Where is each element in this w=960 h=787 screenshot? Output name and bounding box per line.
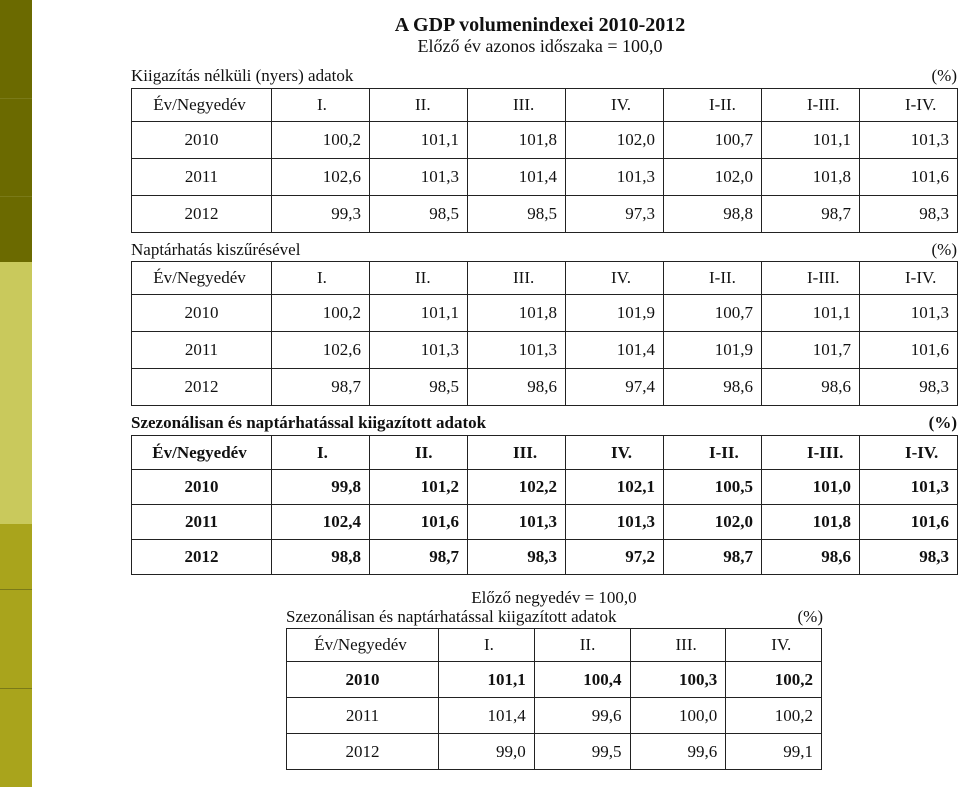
column-header: III. [630, 629, 726, 662]
value-cell: 101,1 [370, 295, 468, 332]
value-cell: 98,5 [468, 196, 566, 233]
year-cell: 2011 [132, 159, 272, 196]
value-cell: 100,0 [630, 698, 726, 734]
year-cell: 2012 [287, 734, 439, 770]
column-header: I-II. [664, 262, 762, 295]
year-cell: 2010 [132, 470, 272, 505]
value-cell: 101,3 [468, 505, 566, 540]
column-header: IV. [566, 436, 664, 470]
value-cell: 98,3 [468, 540, 566, 575]
section-unit: (%) [797, 607, 823, 626]
table-row [132, 122, 958, 159]
value-cell: 98,8 [272, 540, 370, 575]
value-cell: 101,3 [370, 332, 468, 369]
sidebar-segment-mid [0, 524, 32, 787]
table-row [287, 698, 822, 734]
table-header-row [132, 262, 958, 295]
column-header: III. [468, 436, 566, 470]
value-cell: 101,1 [762, 295, 860, 332]
value-cell: 101,4 [468, 159, 566, 196]
gdp-table-calendar [131, 261, 958, 406]
column-header: I-III. [762, 436, 860, 470]
value-cell: 101,6 [860, 159, 958, 196]
value-cell: 102,0 [664, 505, 762, 540]
table-row [132, 470, 958, 505]
year-cell: 2010 [132, 122, 272, 159]
gdp-table-raw [131, 88, 958, 233]
column-header: Év/Negyedév [132, 89, 272, 122]
column-header: III. [468, 262, 566, 295]
year-cell: 2012 [132, 540, 272, 575]
table-row [287, 662, 822, 698]
quarterly-subtitle: Előző negyedév = 100,0 [471, 588, 637, 607]
section-caption-raw: Kiigazítás nélküli (nyers) adatok [131, 66, 354, 85]
column-header: IV. [566, 262, 664, 295]
table-row [132, 332, 958, 369]
column-header: I. [272, 262, 370, 295]
column-header: I. [439, 629, 535, 662]
section-caption-quarterly: Szezonálisan és naptárhatással kiigazított adatok [286, 607, 617, 626]
column-header: I-IV. [860, 262, 958, 295]
table-row [287, 734, 822, 770]
decorative-sidebar [0, 0, 32, 787]
sidebar-divider [0, 688, 32, 689]
column-header: II. [370, 262, 468, 295]
value-cell: 99,5 [534, 734, 630, 770]
value-cell: 100,4 [534, 662, 630, 698]
value-cell: 101,8 [762, 159, 860, 196]
value-cell: 101,3 [566, 159, 664, 196]
gdp-table-seasonal [131, 435, 958, 575]
value-cell: 101,6 [370, 505, 468, 540]
value-cell: 98,7 [664, 540, 762, 575]
table-row [132, 159, 958, 196]
table-row [132, 540, 958, 575]
value-cell: 101,6 [860, 332, 958, 369]
value-cell: 102,4 [272, 505, 370, 540]
sidebar-divider [0, 589, 32, 590]
value-cell: 98,6 [664, 369, 762, 406]
value-cell: 101,3 [468, 332, 566, 369]
value-cell: 101,2 [370, 470, 468, 505]
value-cell: 101,3 [860, 122, 958, 159]
column-header: I-II. [664, 89, 762, 122]
value-cell: 100,2 [726, 698, 822, 734]
sidebar-divider [0, 196, 32, 197]
column-header: IV. [566, 89, 664, 122]
value-cell: 101,1 [370, 122, 468, 159]
value-cell: 102,6 [272, 332, 370, 369]
value-cell: 100,5 [664, 470, 762, 505]
value-cell: 98,6 [468, 369, 566, 406]
value-cell: 98,7 [370, 540, 468, 575]
table-row [132, 196, 958, 233]
value-cell: 98,7 [762, 196, 860, 233]
value-cell: 97,2 [566, 540, 664, 575]
value-cell: 101,1 [762, 122, 860, 159]
value-cell: 98,5 [370, 369, 468, 406]
value-cell: 98,3 [860, 196, 958, 233]
value-cell: 98,8 [664, 196, 762, 233]
value-cell: 102,2 [468, 470, 566, 505]
value-cell: 101,7 [762, 332, 860, 369]
year-cell: 2011 [287, 698, 439, 734]
column-header: I-IV. [860, 436, 958, 470]
table-header-row [287, 629, 822, 662]
column-header: III. [468, 89, 566, 122]
value-cell: 101,3 [370, 159, 468, 196]
value-cell: 101,3 [860, 295, 958, 332]
column-header: I-IV. [860, 89, 958, 122]
column-header: I-II. [664, 436, 762, 470]
table-row [132, 505, 958, 540]
section-unit: (%) [931, 66, 957, 85]
value-cell: 102,6 [272, 159, 370, 196]
value-cell: 97,4 [566, 369, 664, 406]
table-header-row [132, 89, 958, 122]
value-cell: 99,8 [272, 470, 370, 505]
value-cell: 101,4 [439, 698, 535, 734]
value-cell: 99,3 [272, 196, 370, 233]
section-unit: (%) [931, 240, 957, 259]
value-cell: 102,0 [566, 122, 664, 159]
value-cell: 100,2 [726, 662, 822, 698]
column-header: IV. [726, 629, 822, 662]
year-cell: 2011 [132, 505, 272, 540]
value-cell: 101,1 [439, 662, 535, 698]
value-cell: 98,5 [370, 196, 468, 233]
value-cell: 101,0 [762, 470, 860, 505]
year-cell: 2012 [132, 369, 272, 406]
value-cell: 100,2 [272, 295, 370, 332]
value-cell: 97,3 [566, 196, 664, 233]
value-cell: 101,8 [762, 505, 860, 540]
year-cell: 2010 [287, 662, 439, 698]
value-cell: 98,6 [762, 369, 860, 406]
column-header: Év/Negyedév [132, 436, 272, 470]
year-cell: 2011 [132, 332, 272, 369]
table-header-row [132, 436, 958, 470]
value-cell: 100,7 [664, 122, 762, 159]
value-cell: 101,8 [468, 295, 566, 332]
gdp-table-quarterly [286, 628, 822, 770]
value-cell: 99,6 [534, 698, 630, 734]
section-caption-seasonal: Szezonálisan és naptárhatással kiigazított adatok [131, 413, 487, 432]
page-title: A GDP volumenindexei 2010-2012 [394, 14, 686, 36]
value-cell: 101,6 [860, 505, 958, 540]
value-cell: 98,3 [860, 369, 958, 406]
column-header: II. [370, 436, 468, 470]
page-subtitle: Előző év azonos időszaka = 100,0 [417, 36, 663, 56]
section-unit: (%) [928, 413, 957, 432]
sidebar-divider [0, 98, 32, 99]
table-row [132, 369, 958, 406]
column-header: Év/Negyedév [132, 262, 272, 295]
column-header: I. [272, 436, 370, 470]
table-row [132, 295, 958, 332]
column-header: II. [534, 629, 630, 662]
sidebar-segment-dark [0, 0, 32, 262]
value-cell: 101,9 [664, 332, 762, 369]
column-header: Év/Negyedév [287, 629, 439, 662]
value-cell: 101,3 [566, 505, 664, 540]
value-cell: 98,3 [860, 540, 958, 575]
value-cell: 101,9 [566, 295, 664, 332]
value-cell: 101,4 [566, 332, 664, 369]
value-cell: 100,2 [272, 122, 370, 159]
column-header: I. [272, 89, 370, 122]
column-header: I-III. [762, 262, 860, 295]
value-cell: 100,7 [664, 295, 762, 332]
value-cell: 99,6 [630, 734, 726, 770]
year-cell: 2010 [132, 295, 272, 332]
column-header: I-III. [762, 89, 860, 122]
value-cell: 101,3 [860, 470, 958, 505]
value-cell: 102,1 [566, 470, 664, 505]
sidebar-segment-light [0, 262, 32, 524]
value-cell: 99,0 [439, 734, 535, 770]
value-cell: 99,1 [726, 734, 822, 770]
value-cell: 98,6 [762, 540, 860, 575]
value-cell: 102,0 [664, 159, 762, 196]
year-cell: 2012 [132, 196, 272, 233]
value-cell: 100,3 [630, 662, 726, 698]
value-cell: 101,8 [468, 122, 566, 159]
section-caption-calendar: Naptárhatás kiszűrésével [131, 240, 301, 259]
value-cell: 98,7 [272, 369, 370, 406]
column-header: II. [370, 89, 468, 122]
